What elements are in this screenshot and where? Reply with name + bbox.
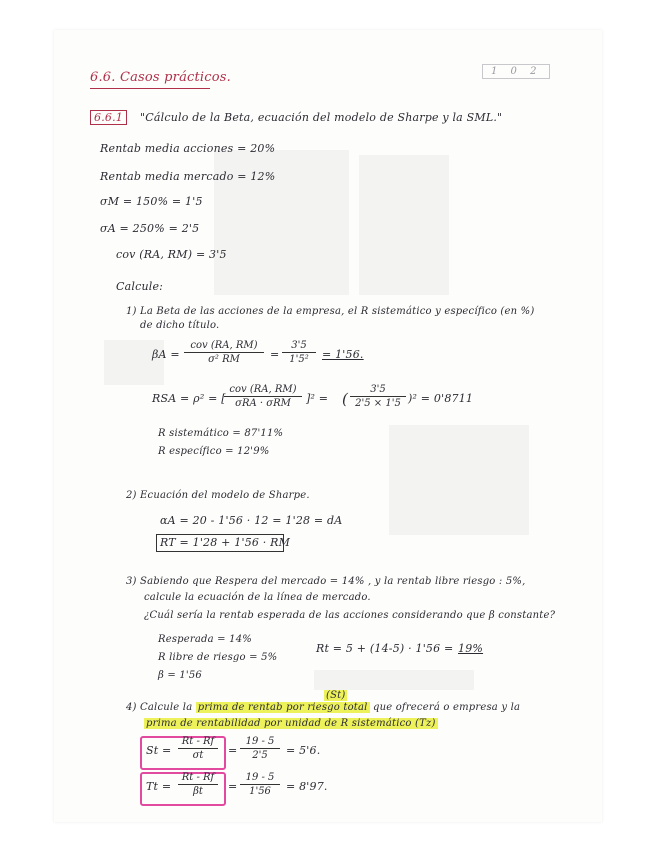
tt-lhs: Tt = — [146, 780, 172, 793]
beta-fraction — [184, 340, 264, 365]
show-through-table — [359, 155, 449, 295]
q3-text-line3: ¿Cuál sería la rentab esperada de las acciones considerando que β constante? — [144, 610, 556, 621]
q3-beta: β = 1'56 — [158, 670, 202, 681]
q3-result-value: 19% — [458, 642, 484, 655]
tt-fraction-values — [240, 772, 280, 797]
rsa-denominator: σRA · σRM — [235, 398, 291, 409]
rsa-numerator: cov (RA, RM) — [224, 384, 302, 397]
beta-numerator: cov (RA, RM) — [184, 340, 264, 353]
st-numerator-value: 19 - 5 — [240, 736, 280, 749]
q2-equation: RT = 1'28 + 1'56 · RM — [160, 536, 291, 549]
rsa-fraction-values — [350, 384, 406, 409]
title-underline — [90, 88, 210, 89]
beta-numerator-value: 3'5 — [282, 340, 316, 353]
rsa-lhs: RSA = ρ² = [ — [152, 392, 226, 405]
rsa-fraction — [224, 384, 302, 409]
tt-result: = 8'97. — [286, 780, 328, 793]
data-rent-mercado: Rentab media mercado = 12% — [100, 170, 276, 183]
q2-alpha: αA = 20 - 1'56 · 12 = 1'28 = dA — [160, 514, 343, 527]
q3-text-line1: 3) Sabiendo que Respera del mercado = 14% , y la rentab libre riesgo : 5%, — [126, 576, 526, 587]
beta-fraction-values — [282, 340, 316, 365]
rsa-mid: ]² = — [306, 392, 329, 405]
tt-denominator-value: 1'56 — [249, 786, 271, 797]
rsa-result: )² = 0'8711 — [408, 392, 474, 405]
exercise-title: "Cálculo de la Beta, ecuación del modelo de Sharpe y la SML." — [140, 111, 503, 124]
show-through-block — [314, 670, 474, 690]
section-title: 6.6. Casos prácticos. — [90, 70, 231, 85]
tt-denominator: βt — [193, 786, 203, 797]
q3-respera: Resperada = 14% — [158, 634, 252, 645]
st-fraction — [178, 736, 218, 761]
st-equals: = — [228, 744, 238, 757]
q4-st-label — [324, 690, 347, 701]
beta-denominator: σ² RM — [208, 354, 240, 365]
notebook-page — [54, 30, 602, 822]
rsa-paren-open: ( — [342, 390, 349, 408]
st-denominator-value: 2'5 — [252, 750, 268, 761]
st-denominator: σt — [192, 750, 204, 761]
beta-denominator-value: 1'5² — [289, 354, 309, 365]
st-fraction-values — [240, 736, 280, 761]
q4-text-line2 — [144, 718, 438, 729]
q4-text-line1 — [126, 702, 520, 713]
data-sigma-m: σM = 150% = 1'5 — [100, 195, 203, 208]
q4-highlight-prima-total: prima de rentab por riesgo total — [197, 702, 368, 713]
q3-rlibre: R libre de riesgo = 5% — [158, 652, 278, 663]
st-lhs: St = — [146, 744, 172, 757]
beta-result: = 1'56. — [322, 348, 364, 361]
tt-numerator: Rt - Rf — [178, 772, 218, 785]
data-cov: cov (RA, RM) = 3'5 — [116, 248, 227, 261]
r-especifico: R específico = 12'9% — [158, 446, 270, 457]
q3-result-expression: Rt = 5 + (14-5) · 1'56 = — [316, 642, 454, 655]
tt-equals: = — [228, 780, 238, 793]
show-through-block — [389, 425, 529, 535]
calcule-label: Calcule: — [116, 280, 164, 293]
data-sigma-a: σA = 250% = 2'5 — [100, 222, 200, 235]
data-rent-acciones: Rentab media acciones = 20% — [100, 142, 276, 155]
q1-text-line1: 1) La Beta de las acciones de la empresa, el R sistemático y específico (en %) — [126, 306, 535, 317]
st-numerator: Rt - Rf — [178, 736, 218, 749]
r-sistematico: R sistemático = 87'11% — [158, 428, 284, 439]
tt-numerator-value: 19 - 5 — [240, 772, 280, 785]
q4-st-label-text: (St) — [326, 690, 346, 701]
q3-text-line2: calcule la ecuación de la línea de mercado. — [144, 592, 371, 603]
exercise-number: 6.6.1 — [90, 110, 127, 125]
q4-text-pre: 4) Calcule la — [126, 702, 193, 713]
beta-equals: = — [270, 348, 280, 361]
st-result: = 5'6. — [286, 744, 321, 757]
q4-text-post: que ofrecerá o empresa y la — [372, 702, 521, 713]
q4-highlight-prima-sistematico: prima de rentabilidad por unidad de R sistemático (Tz) — [146, 718, 436, 729]
q2-text: 2) Ecuación del modelo de Sharpe. — [126, 490, 310, 501]
corner-stamp: 1 0 2 — [482, 64, 550, 79]
show-through-block — [104, 340, 164, 385]
rsa-denominator-value: 2'5 × 1'5 — [355, 398, 401, 409]
q1-text-line2: de dicho título. — [140, 320, 220, 331]
beta-lhs: βA = — [152, 348, 180, 361]
tt-fraction — [178, 772, 218, 797]
rsa-numerator-value: 3'5 — [350, 384, 406, 397]
